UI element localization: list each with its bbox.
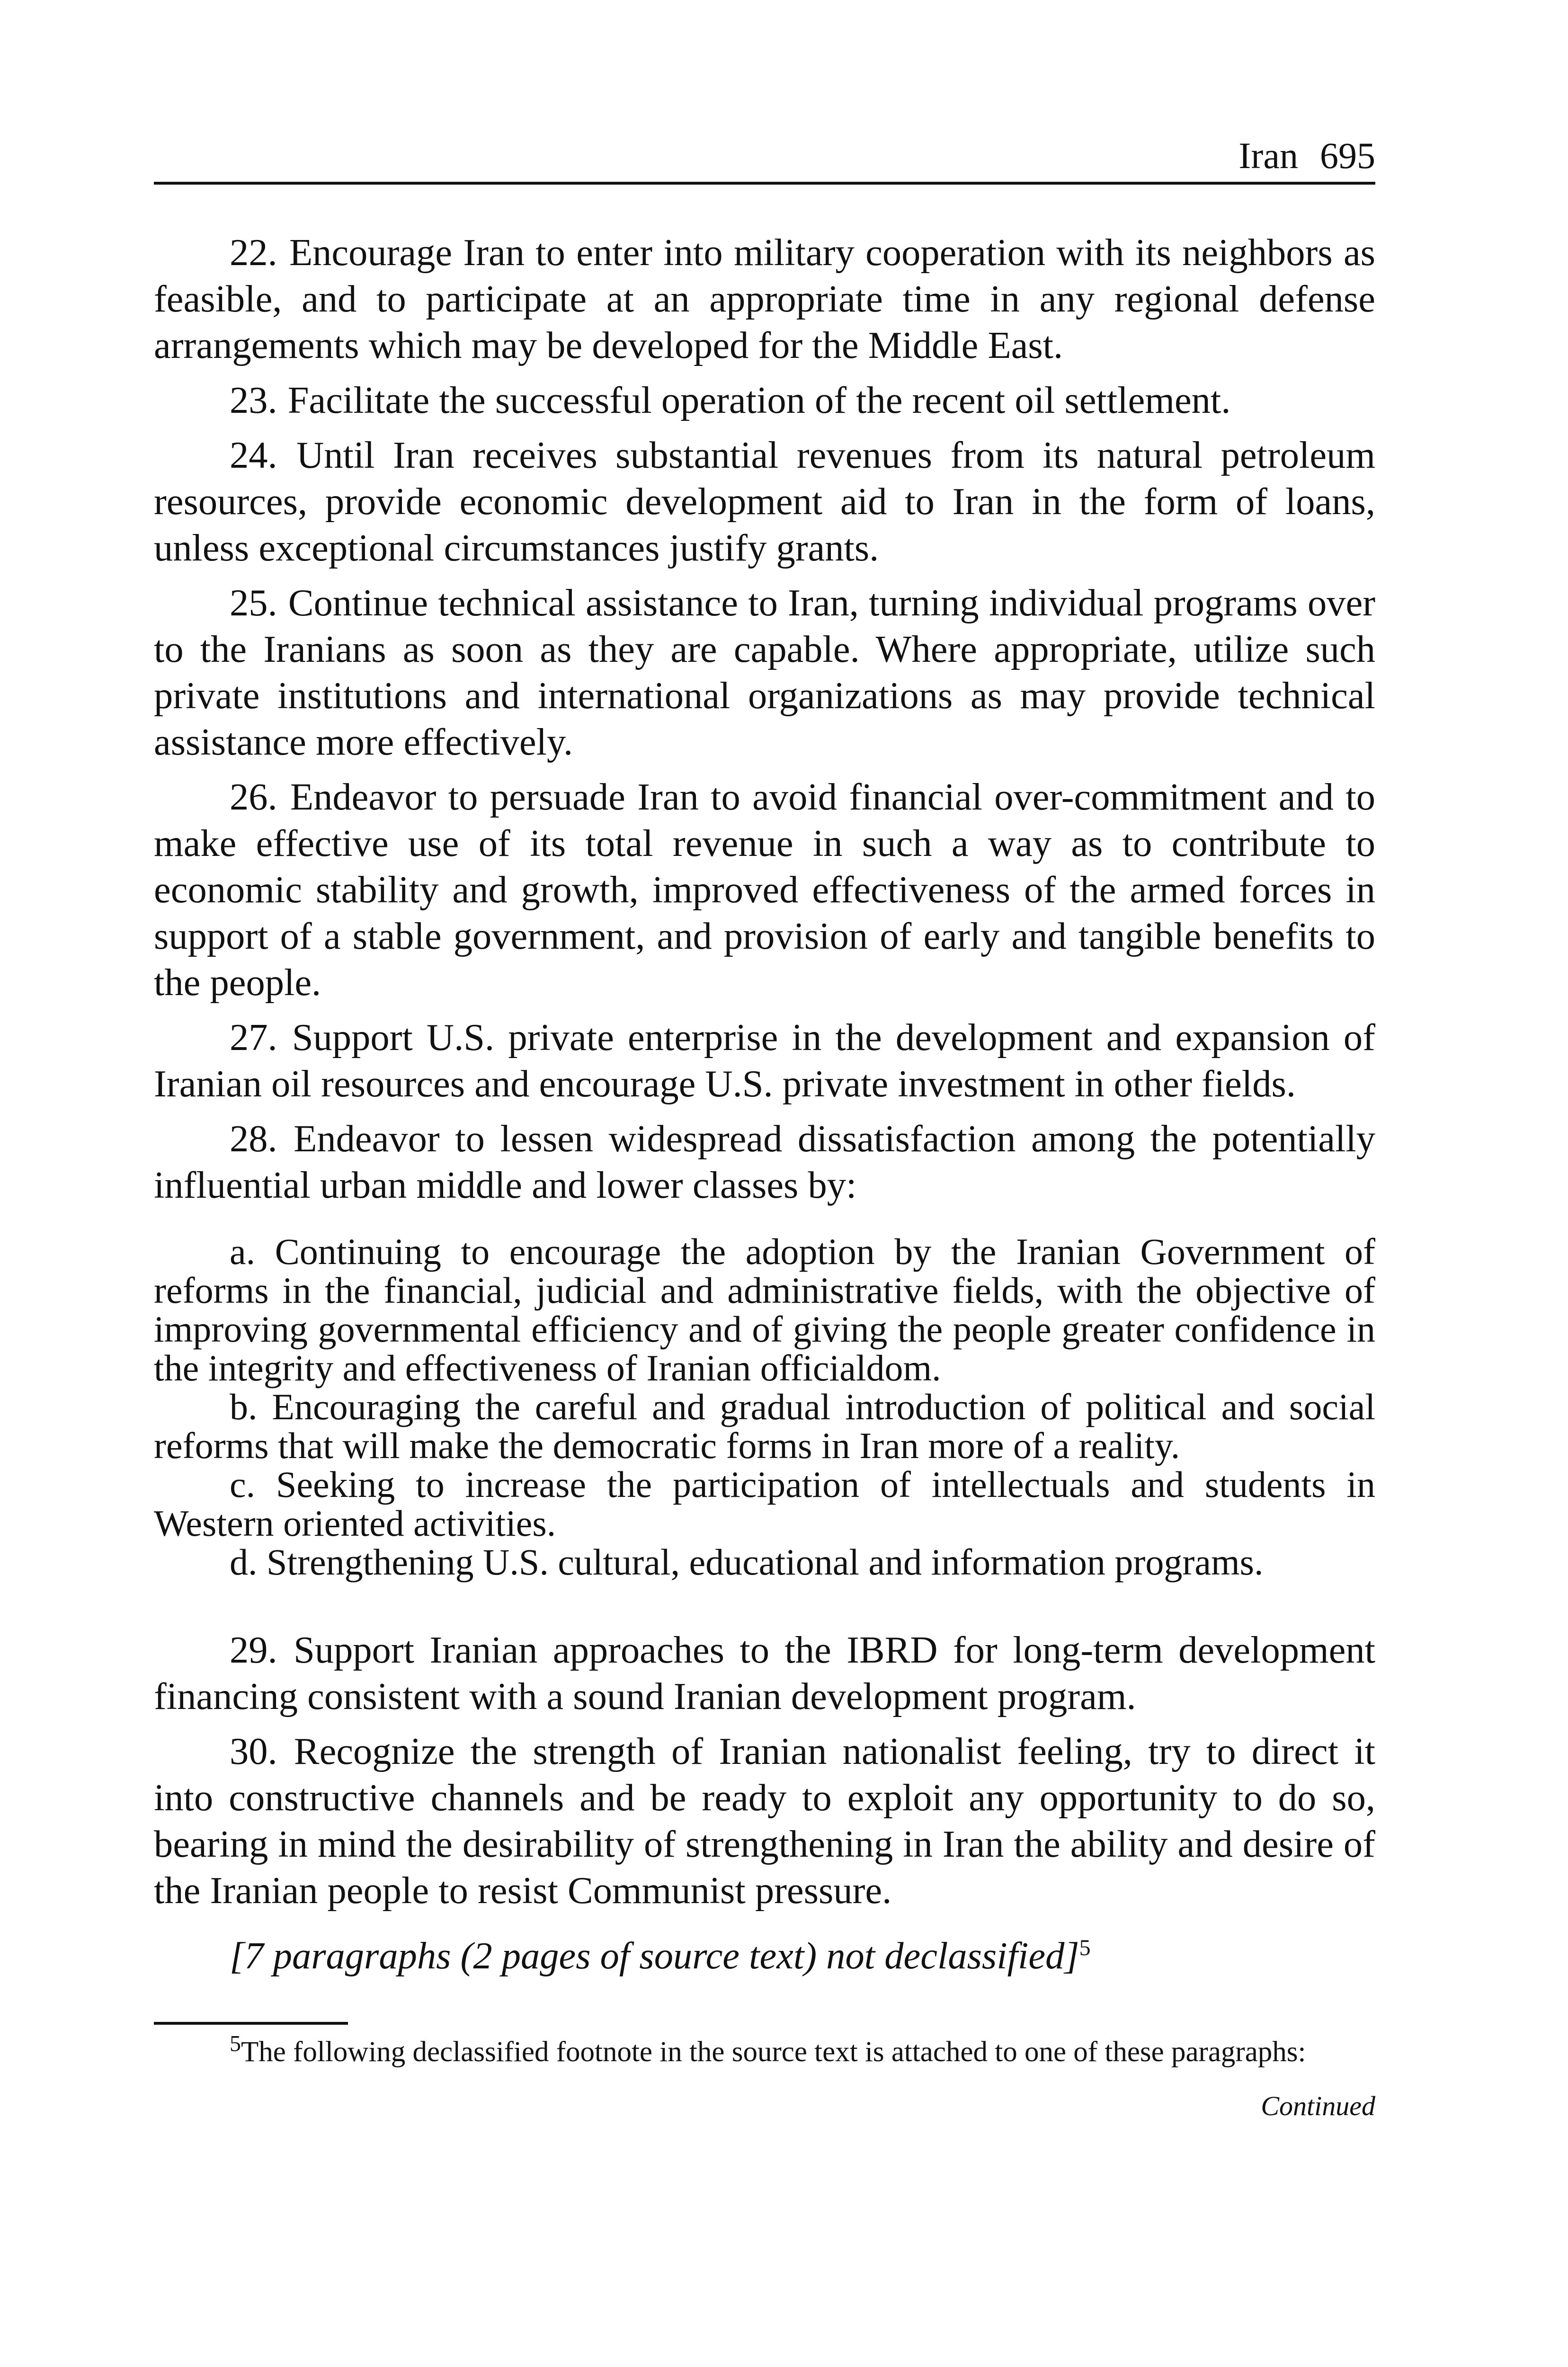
subitem-label: a. xyxy=(230,1231,256,1272)
subitem-list xyxy=(154,1232,1375,1582)
paragraph-text: Continue technical assistance to Iran, turning individual programs over to the Iranians as soon as they are capable. Where appropriate, utilize such private institutions and international organizations as may provide technical assistance more effectively. xyxy=(154,582,1375,763)
subitem-c xyxy=(154,1465,1375,1543)
page-number: 695 xyxy=(1320,135,1375,176)
paragraph-number: 30. xyxy=(230,1730,277,1772)
subitem-d xyxy=(154,1543,1375,1582)
continued-label: Continued xyxy=(1261,2091,1375,2121)
subitem-label: d. xyxy=(230,1541,258,1583)
paragraph-25 xyxy=(154,580,1375,765)
omitted-paragraphs-note xyxy=(154,1933,1375,1979)
footnote-divider xyxy=(154,2022,348,2025)
paragraph-26 xyxy=(154,774,1375,1006)
paragraph-number: 22. xyxy=(230,231,277,274)
footnote-marker: 5 xyxy=(230,2031,241,2056)
paragraph-number: 25. xyxy=(230,582,277,624)
subitem-text: Continuing to encourage the adoption by the Iranian Government of reforms in the financial, judicial and administrative fields, with the objective of improving governmental efficiency and of giving the people greater confidence in the integrity and effectiveness of Iranian officialdom. xyxy=(154,1231,1376,1388)
subitem-a xyxy=(154,1232,1375,1388)
paragraph-number: 26. xyxy=(230,776,277,818)
paragraph-number: 29. xyxy=(230,1629,277,1671)
subitem-text: Encouraging the careful and gradual introduction of political and social reforms that will make the democratic forms in Iran more of a reality. xyxy=(154,1386,1375,1466)
paragraph-text: Encourage Iran to enter into military cooperation with its neighbors as feasible, and to participate at an appropriate time in any regional defense arrangements which may be developed for the Middle East. xyxy=(154,231,1376,366)
paragraph-text: Support U.S. private enterprise in the development and expansion of Iranian oil resources and encourage U.S. private investment in other fields. xyxy=(154,1016,1375,1105)
body-text xyxy=(154,230,1375,1979)
paragraph-number: 28. xyxy=(230,1118,277,1160)
paragraph-30 xyxy=(154,1728,1375,1914)
paragraph-22 xyxy=(154,230,1375,369)
omitted-note-text: [7 paragraphs (2 pages of source text) not declassified] xyxy=(230,1935,1079,1977)
footnote-5 xyxy=(154,2031,1375,2069)
document-page xyxy=(154,137,1375,2122)
paragraph-text: Until Iran receives substantial revenues from its natural petroleum resources, provide economic development aid to Iran in the form of loans, unless exceptional circumstances justify grants. xyxy=(154,434,1376,569)
paragraph-text: Facilitate the successful operation of the recent oil settlement. xyxy=(287,379,1231,421)
paragraph-text: Support Iranian approaches to the IBRD for long-term development financing consistent with a sound Iranian development program. xyxy=(154,1629,1375,1717)
paragraph-24 xyxy=(154,432,1375,571)
paragraph-28 xyxy=(154,1116,1375,1209)
paragraph-29 xyxy=(154,1627,1375,1720)
subitem-text: Seeking to increase the participation of intellectuals and students in Western oriented activities. xyxy=(154,1464,1375,1544)
paragraph-text: Recognize the strength of Iranian nationalist feeling, try to direct it into constructive channels and be ready to exploit any opportunity to do so, bearing in mind the desirability of strengthening in Iran the ability and desire of the Iranian people to resist Communist pressure. xyxy=(154,1730,1376,1912)
running-header xyxy=(154,137,1375,185)
paragraph-27 xyxy=(154,1014,1375,1107)
paragraph-number: 27. xyxy=(230,1016,277,1059)
paragraph-23 xyxy=(154,377,1375,424)
subitem-text: Strengthening U.S. cultural, educational and information programs. xyxy=(267,1541,1264,1583)
subitem-label: c. xyxy=(230,1464,256,1505)
paragraph-text: Endeavor to persuade Iran to avoid financial over-commitment and to make effective use of its total revenue in such a way as to contribute to economic stability and growth, improved effectiveness of the armed forces in support of a stable government, and provision of early and tangible benefits to the people. xyxy=(154,776,1376,1004)
header-title: Iran xyxy=(1238,135,1298,176)
footnote-text: The following declassified footnote in the source text is attached to one of these paragraphs: xyxy=(241,2036,1306,2068)
footnote-reference[interactable]: 5 xyxy=(1079,1935,1091,1961)
subitem-label: b. xyxy=(230,1386,258,1427)
paragraph-number: 23. xyxy=(230,379,277,421)
paragraph-text: Endeavor to lessen widespread dissatisfaction among the potentially influential urban middle and lower classes by: xyxy=(154,1118,1375,1206)
paragraph-number: 24. xyxy=(230,434,277,476)
subitem-b xyxy=(154,1388,1375,1465)
